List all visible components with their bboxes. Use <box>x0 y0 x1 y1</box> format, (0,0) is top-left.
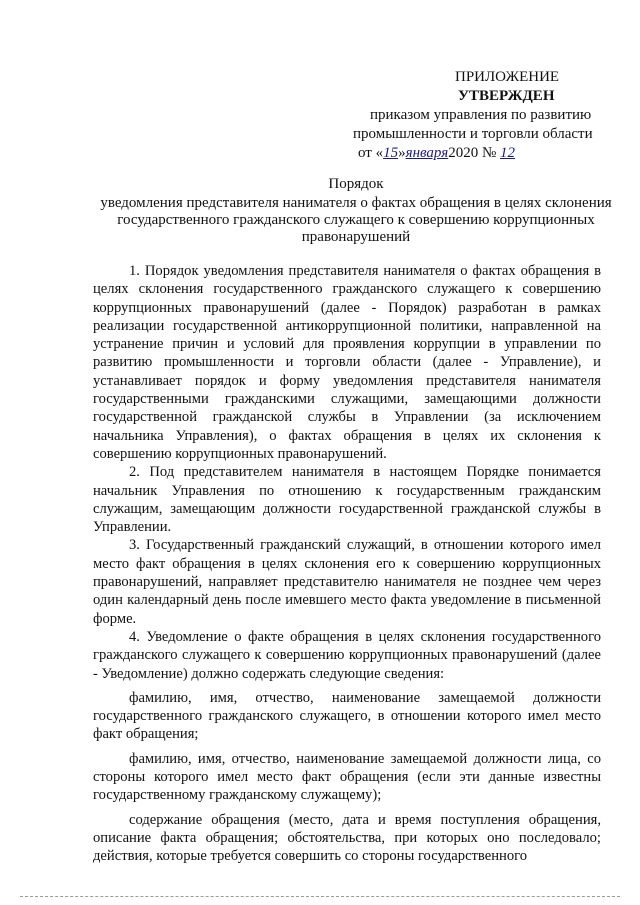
handwritten-day: 15 <box>383 145 399 161</box>
order-line-2: промышленности и торговли области <box>353 126 593 142</box>
page-bottom-divider <box>20 896 620 897</box>
order-date-line <box>340 144 610 163</box>
date-year: 2020 № <box>448 145 497 161</box>
list-item-1: фамилию, имя, отчество, наименование замещаемой должности государственного гражданского служащего, в отношении которого имел место факт обращения; <box>93 689 601 743</box>
approval-stamp <box>340 68 610 163</box>
handwritten-number: 12 <box>500 145 516 161</box>
approved-label: УТВЕРЖДЕН <box>458 88 555 104</box>
date-prefix: от « <box>358 145 384 161</box>
handwritten-month: января <box>405 145 449 161</box>
order-line-1: приказом управления по развитию <box>370 107 592 123</box>
appendix-label: ПРИЛОЖЕНИЕ <box>455 69 560 85</box>
list-item-2: фамилию, имя, отчество, наименование замещаемой должности лица, со стороны которого имел место факт обращения (если эти данные известны государственному гражданскому служащему); <box>93 750 601 804</box>
list-item-3: содержание обращения (место, дата и время поступления обращения, описание факта обращения; обстоятельства, при которых оно последовало; действия, которые требуется совершить со стороны государственного <box>93 811 601 865</box>
date-mid: » <box>398 145 406 161</box>
paragraph-2: 2. Под представителем нанимателя в настоящем Порядке понимается начальник Управления по отношению к государственным гражданским служащим, замещающим должности государственной гражданской службы в Управлении. <box>93 464 601 536</box>
title-subtitle: уведомления представителя нанимателя о фактах обращения в целях склонения государственного гражданского служащего к совершению коррупционных правонарушений <box>100 195 612 245</box>
paragraph-3: 3. Государственный гражданский служащий, в отношении которого имел место факт обращения в целях склонения его к совершению коррупционных правонарушений, направляет представителю нанимателя не позднее чем через один календарный день после имевшего место факта уведомление в письменной форме. <box>93 537 601 627</box>
title-word: Порядок <box>328 176 384 192</box>
paragraph-4: 4. Уведомление о факте обращения в целях склонения государственного гражданского служащего к совершению коррупционных правонарушений (далее - Уведомление) должно содержать следующие сведения: <box>93 628 601 682</box>
document-body <box>93 262 601 866</box>
document-title <box>96 176 616 246</box>
paragraph-1: 1. Порядок уведомления представителя нанимателя о фактах обращения в целях склонения государственного гражданского служащего к совершению коррупционных правонарушений (далее - Порядок) разработан в рамках реализации государственной антикоррупционной политики, направленной на устранение причин и условий для проявления коррупции в управлении по развитию промышленности и торговли области (далее - Управление), и устанавливает порядок и форму уведомления представителя нанимателя государственными гражданскими служащими, замещающими должности государственной гражданской службы в Управлении (за исключением начальника Управления), о фактах обращения в целях их склонения к совершению коррупционных правонарушений. <box>93 263 601 462</box>
